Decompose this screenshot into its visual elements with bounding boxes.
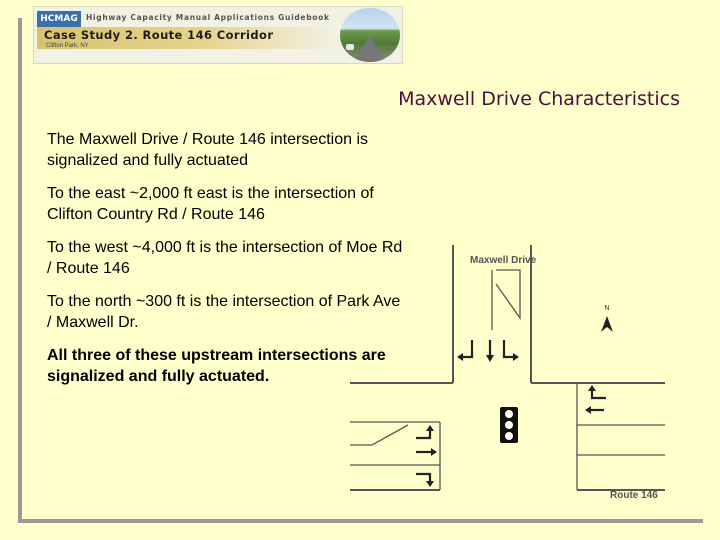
case-study-title: Case Study 2. Route 146 Corridor (44, 28, 274, 42)
slide-title: Maxwell Drive Characteristics (398, 88, 680, 110)
guidebook-title: Highway Capacity Manual Applications Guidebook (86, 13, 330, 22)
route-146-label: Route 146 (610, 490, 658, 501)
bullet-west: To the west ~4,000 ft is the intersection of Moe Rd / Route 146 (47, 239, 403, 277)
photo-car (346, 44, 354, 50)
bullet-summary: All three of these upstream intersections are signalized and fully actuated. (47, 347, 386, 385)
slide-frame-bottom (18, 519, 703, 523)
header-banner (33, 6, 403, 64)
hcmag-logo: HCMAG (37, 11, 81, 28)
north-arrow-icon (601, 316, 613, 332)
slide-frame-left (18, 18, 22, 523)
bullet-east: To the east ~2,000 ft east is the intersection of Clifton Country Rd / Route 146 (47, 185, 374, 223)
case-study-location: Clifton Park, NY (46, 43, 89, 49)
north-label: N (604, 305, 610, 312)
intersection-diagram (342, 245, 672, 510)
corridor-photo (340, 8, 400, 62)
bullet-intersection: The Maxwell Drive / Route 146 intersection is signalized and fully actuated (47, 131, 369, 169)
maxwell-drive-label: Maxwell Drive (470, 255, 537, 266)
photo-road (354, 36, 386, 62)
bullet-north: To the north ~300 ft is the intersection of Park Ave / Maxwell Dr. (47, 293, 401, 331)
